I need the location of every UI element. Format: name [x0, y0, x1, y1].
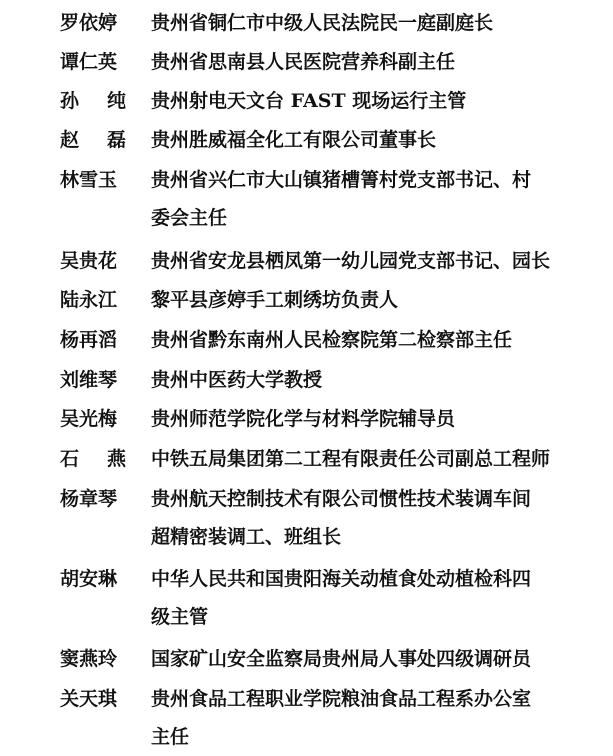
- person-title: 贵州射电天文台 FAST 现场运行主管: [151, 90, 467, 112]
- person-title: 贵州省兴仁市大山镇猪槽箐村党支部书记、村: [151, 169, 532, 191]
- person-title: 贵州航天控制技术有限公司惯性技术装调车间: [151, 488, 532, 510]
- person-name: 关天琪: [60, 688, 118, 710]
- person-name: 石燕: [60, 448, 155, 470]
- person-name: 杨再滔: [60, 329, 118, 351]
- person-name: 陆永江: [60, 289, 118, 311]
- person-title-continued: 级主管: [151, 606, 209, 628]
- person-title: 贵州省安龙县栖凤第一幼儿园党支部书记、园长: [151, 250, 551, 272]
- person-name: 孙纯: [60, 90, 155, 112]
- person-title: 贵州胜威福全化工有限公司董事长: [151, 129, 437, 151]
- person-name: 窦燕玲: [60, 648, 118, 670]
- person-title-continued: 主任: [151, 726, 190, 748]
- person-title-continued: 委会主任: [151, 207, 228, 229]
- person-title-continued: 超精密装调工、班组长: [151, 526, 342, 548]
- person-name: 罗依婷: [60, 12, 118, 34]
- person-name: 胡安琳: [60, 568, 118, 590]
- person-name: 吴贵花: [60, 250, 118, 272]
- person-title: 中铁五局集团第二工程有限责任公司副总工程师: [151, 448, 551, 470]
- person-title: 贵州省思南县人民医院营养科副主任: [151, 51, 456, 73]
- person-title: 中华人民共和国贵阳海关动植食处动植检科四: [151, 568, 532, 590]
- person-name: 谭仁英: [60, 51, 118, 73]
- person-name: 刘维琴: [60, 369, 118, 391]
- person-title: 贵州中医药大学教授: [151, 369, 323, 391]
- person-name: 林雪玉: [60, 169, 118, 191]
- person-name: 赵磊: [60, 129, 155, 151]
- person-title: 贵州师范学院化学与材料学院辅导员: [151, 408, 456, 430]
- person-title: 贵州食品工程职业学院粮油食品工程系办公室: [151, 688, 532, 710]
- person-title: 贵州省铜仁市中级人民法院民一庭副庭长: [151, 12, 494, 34]
- person-name: 吴光梅: [60, 408, 118, 430]
- person-title: 黎平县彦婷手工刺绣坊负责人: [151, 289, 399, 311]
- person-title: 贵州省黔东南州人民检察院第二检察部主任: [151, 329, 513, 351]
- person-title: 国家矿山安全监察局贵州局人事处四级调研员: [151, 648, 532, 670]
- person-name: 杨章琴: [60, 488, 118, 510]
